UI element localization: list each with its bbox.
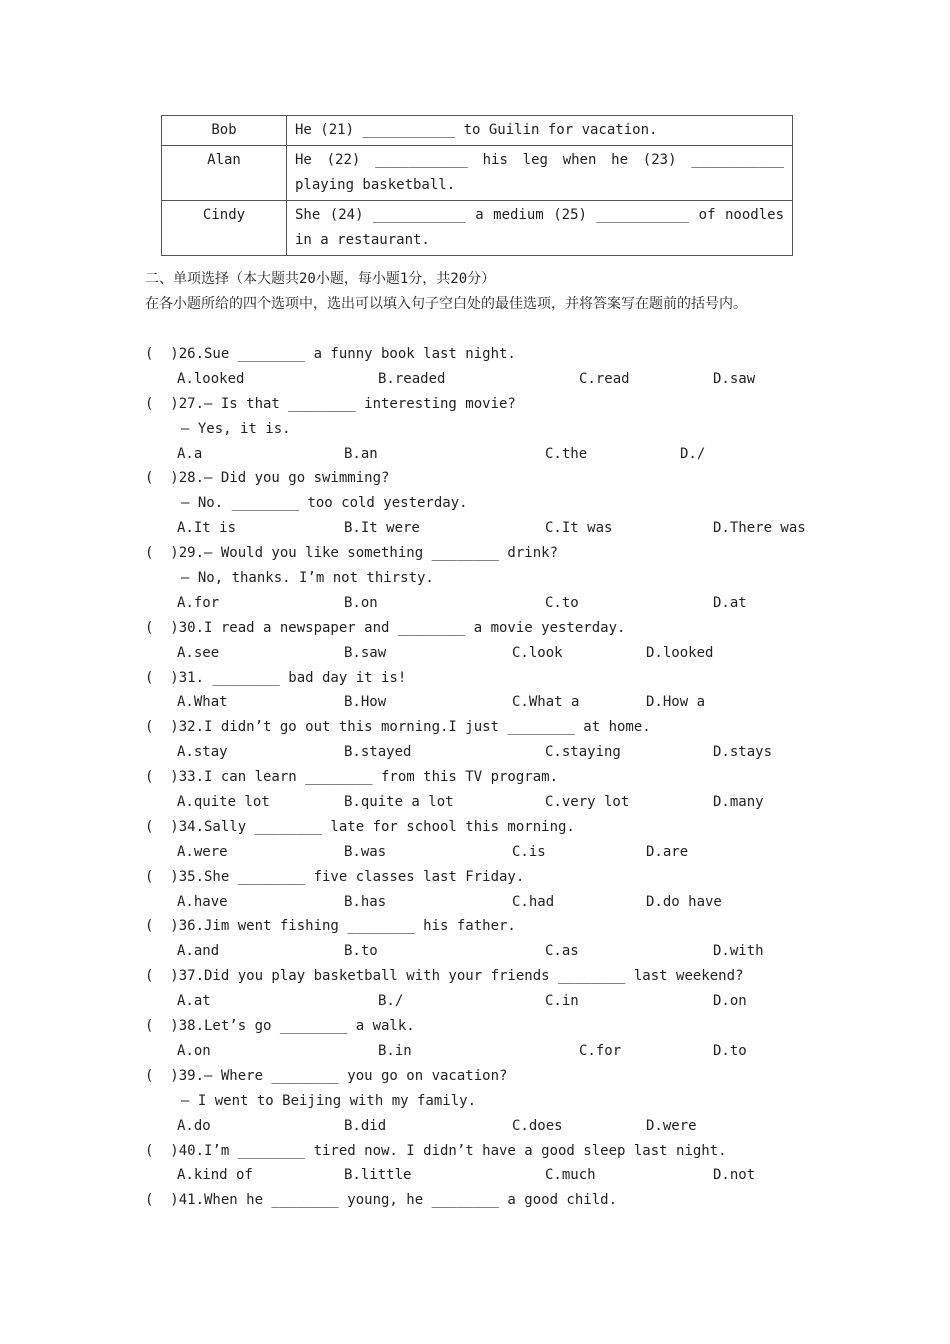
- question-reply: — No. ________ too cold yesterday.: [181, 495, 468, 512]
- option-row: [145, 690, 825, 715]
- answer-option: A.were: [177, 843, 228, 860]
- question-stem: ( )29.— Would you like something ________ drink?: [145, 545, 559, 562]
- question-reply: — Yes, it is.: [181, 420, 291, 437]
- option-row: [145, 641, 825, 666]
- answer-option: B.little: [344, 1167, 412, 1184]
- question-stem: ( )28.— Did you go swimming?: [145, 470, 390, 487]
- answer-option: C.for: [579, 1042, 622, 1059]
- section-header: [145, 267, 815, 317]
- answer-option: D.many: [713, 794, 764, 811]
- section-instruction: 在各小题所给的四个选项中，选出可以填入句子空白处的最佳选项，并将答案写在题前的括号内。: [145, 296, 747, 312]
- answer-option: C.It was: [545, 520, 613, 537]
- option-row: [145, 442, 825, 467]
- answer-option: A.kind of: [177, 1167, 253, 1184]
- answer-option: C.much: [545, 1167, 596, 1184]
- answer-option: B.How: [344, 694, 387, 711]
- answer-option: C.look: [512, 644, 563, 661]
- question-stem: ( )38.Let’s go ________ a walk.: [145, 1018, 415, 1035]
- answer-option: B.an: [344, 445, 378, 462]
- answer-option: A.What: [177, 694, 228, 711]
- question-list: [145, 342, 825, 1213]
- option-row: [145, 1163, 825, 1188]
- answer-option: A.and: [177, 943, 220, 960]
- answer-option: D.do have: [646, 893, 722, 910]
- answer-option: B.on: [344, 594, 378, 611]
- answer-option: D.stays: [713, 744, 773, 761]
- answer-option: B.was: [344, 843, 387, 860]
- option-row: [145, 939, 825, 964]
- answer-option: D.How a: [646, 694, 706, 711]
- answer-option: B.did: [344, 1117, 387, 1134]
- answer-option: D.saw: [713, 370, 756, 387]
- answer-option: C.had: [512, 893, 555, 910]
- option-row: [145, 1114, 825, 1139]
- question-stem: ( )27.— Is that ________ interesting movie?: [145, 395, 516, 412]
- option-row: [145, 367, 825, 392]
- table-row: [162, 116, 793, 146]
- answer-option: C.staying: [545, 744, 621, 761]
- answer-option: C.very lot: [545, 794, 630, 811]
- answer-option: B.quite a lot: [344, 794, 454, 811]
- option-row: [145, 989, 825, 1014]
- answer-option: B.stayed: [344, 744, 412, 761]
- answer-option: D.with: [713, 943, 764, 960]
- answer-option: C.the: [545, 445, 588, 462]
- answer-option: C.to: [545, 594, 579, 611]
- answer-option: A.quite lot: [177, 794, 270, 811]
- answer-option: D.on: [713, 993, 747, 1010]
- option-row: [145, 790, 825, 815]
- question-stem: ( )40.I’m ________ tired now. I didn’t have a good sleep last night.: [145, 1142, 727, 1159]
- answer-option: C.is: [512, 843, 546, 860]
- answer-option: D./: [680, 445, 706, 462]
- person-name: Bob: [162, 116, 287, 146]
- person-sentence: He (22) ___________ his leg when he (23) ___________ playing basketball.: [287, 146, 793, 201]
- option-row: [145, 1039, 825, 1064]
- answer-option: A.see: [177, 644, 220, 661]
- question-stem: ( )35.She ________ five classes last Friday.: [145, 868, 525, 885]
- person-sentence: He (21) ___________ to Guilin for vacation.: [287, 116, 793, 146]
- question-stem: ( )30.I read a newspaper and ________ a movie yesterday.: [145, 619, 626, 636]
- answer-option: A.It is: [177, 520, 237, 537]
- answer-option: D.not: [713, 1167, 756, 1184]
- answer-option: A.looked: [177, 370, 245, 387]
- answer-option: B.saw: [344, 644, 387, 661]
- option-row: [145, 740, 825, 765]
- answer-option: A.for: [177, 594, 220, 611]
- answer-option: C.as: [545, 943, 579, 960]
- answer-option: C.does: [512, 1117, 563, 1134]
- option-row: [145, 516, 825, 541]
- question-reply: — No, thanks. I’m not thirsty.: [181, 570, 434, 587]
- answer-option: B.has: [344, 893, 387, 910]
- answer-option: C.in: [545, 993, 579, 1010]
- question-stem: ( )33.I can learn ________ from this TV program.: [145, 769, 559, 786]
- answer-option: A.stay: [177, 744, 228, 761]
- question-stem: ( )37.Did you play basketball with your friends ________ last weekend?: [145, 968, 744, 985]
- question-stem: ( )32.I didn’t go out this morning.I just ________ at home.: [145, 719, 651, 736]
- answer-option: B./: [378, 993, 404, 1010]
- person-sentence: She (24) ___________ a medium (25) ___________ of noodles in a restaurant.: [287, 201, 793, 256]
- answer-option: A.at: [177, 993, 211, 1010]
- table-row: [162, 201, 793, 256]
- answer-option: D.looked: [646, 644, 714, 661]
- answer-option: D.There was: [713, 520, 806, 537]
- option-row: [145, 890, 825, 915]
- answer-option: A.have: [177, 893, 228, 910]
- person-name: Alan: [162, 146, 287, 201]
- answer-option: B.in: [378, 1042, 412, 1059]
- answer-option: D.to: [713, 1042, 747, 1059]
- question-stem: ( )26.Sue ________ a funny book last night.: [145, 346, 516, 362]
- answer-option: C.read: [579, 370, 630, 387]
- table-row: [162, 146, 793, 201]
- question-reply: — I went to Beijing with my family.: [181, 1092, 477, 1109]
- answer-option: C.What a: [512, 694, 580, 711]
- answer-option: A.a: [177, 445, 203, 462]
- answer-option: B.to: [344, 943, 378, 960]
- question-stem: ( )36.Jim went fishing ________ his father.: [145, 918, 516, 935]
- question-stem: ( )41.When he ________ young, he ________ a good child.: [145, 1192, 618, 1209]
- answer-option: B.It were: [344, 520, 420, 537]
- question-stem: ( )39.— Where ________ you go on vacation?: [145, 1067, 508, 1084]
- answer-option: A.do: [177, 1117, 211, 1134]
- info-table: [161, 115, 793, 256]
- section-title: 二、单项选择（本大题共20小题，每小题1分，共20分）: [145, 271, 496, 287]
- option-row: [145, 840, 825, 865]
- person-name: Cindy: [162, 201, 287, 256]
- question-stem: ( )34.Sally ________ late for school this morning.: [145, 818, 575, 835]
- option-row: [145, 591, 825, 616]
- answer-option: D.were: [646, 1117, 697, 1134]
- answer-option: D.at: [713, 594, 747, 611]
- answer-option: B.readed: [378, 370, 446, 387]
- answer-option: A.on: [177, 1042, 211, 1059]
- question-stem: ( )31. ________ bad day it is!: [145, 669, 407, 686]
- answer-option: D.are: [646, 843, 689, 860]
